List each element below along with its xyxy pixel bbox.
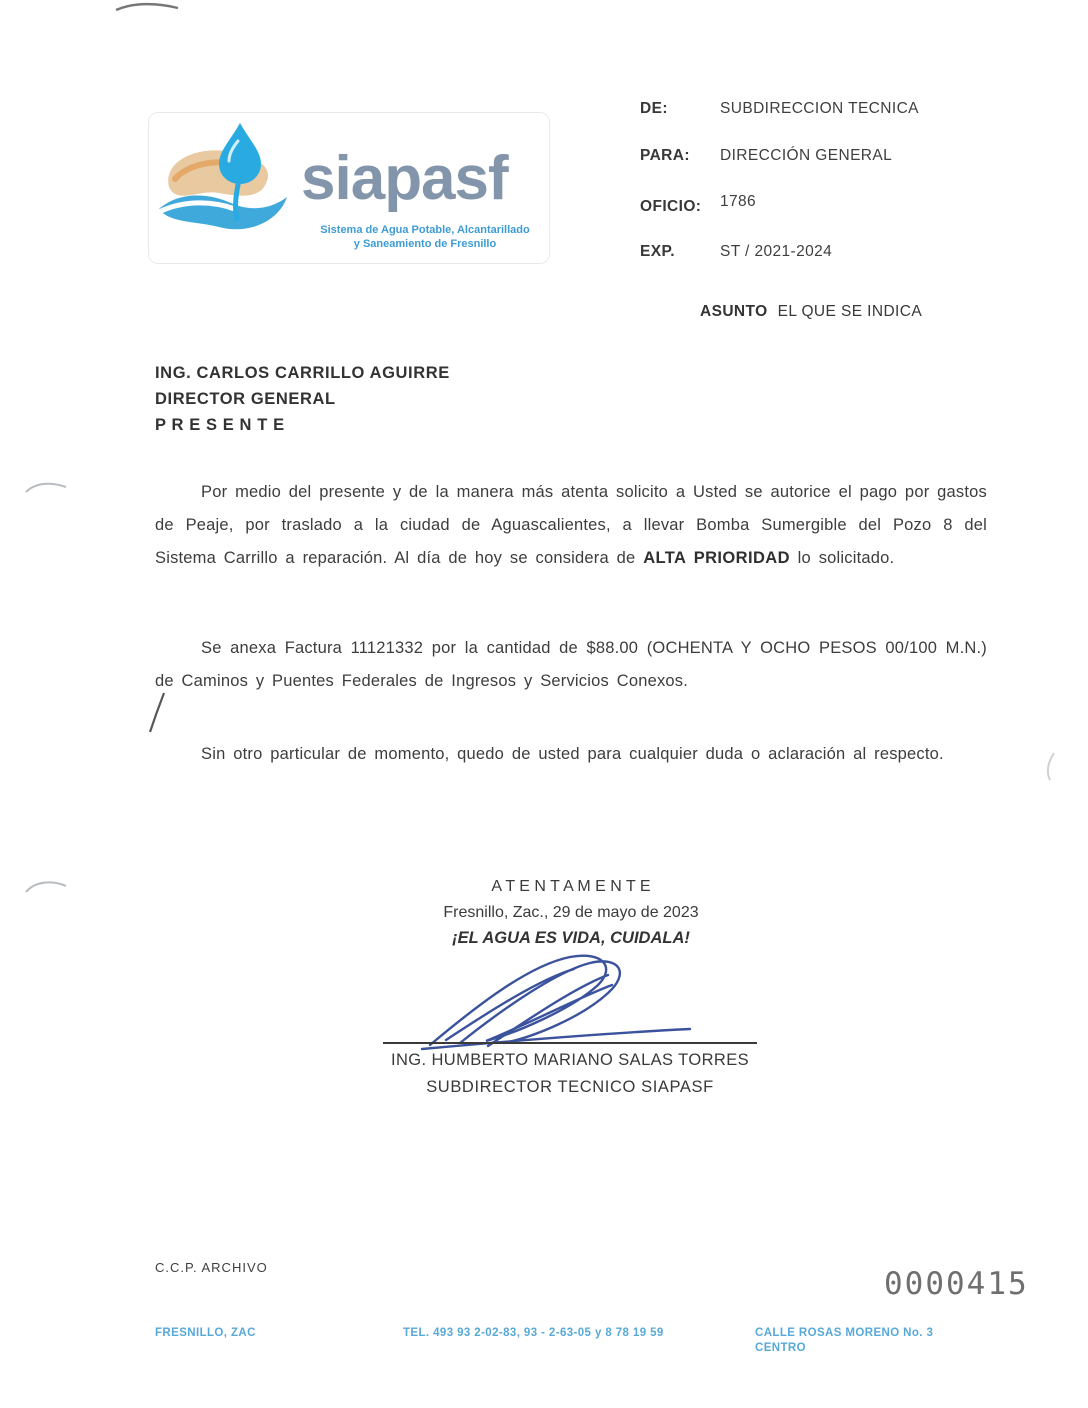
- meta-row-oficio: [640, 193, 757, 216]
- footer-address-line2: CENTRO: [755, 1342, 806, 1354]
- slogan: ¡EL AGUA ES VIDA, CUIDALA!: [452, 929, 690, 947]
- paragraph-2: Se anexa Factura 11121332 por la cantidad de $88.00 (OCHENTA Y OCHO PESOS 00/100 M.N.) de Caminos y Puentes Federales de Ingresos y Servicios Conexos.: [155, 639, 987, 690]
- ccp-line: C.C.P. ARCHIVO: [155, 1260, 268, 1275]
- meta-label-exp: EXP.: [640, 243, 675, 260]
- footer-city: FRESNILLO, ZAC: [155, 1327, 256, 1339]
- paragraph-3: Sin otro particular de momento, quedo de usted para cualquier duda o aclaración al respecto.: [201, 745, 944, 763]
- meta-value-exp: ST / 2021-2024: [720, 243, 833, 260]
- handwritten-signature: [360, 945, 780, 1053]
- signer-name: ING. HUMBERTO MARIANO SALAS TORRES: [390, 1051, 750, 1069]
- meta-value-para: DIRECCIÓN GENERAL: [720, 147, 893, 164]
- addressee-title: DIRECTOR GENERAL: [155, 390, 336, 408]
- scan-artifact-right: [1040, 750, 1062, 784]
- place-and-date: Fresnillo, Zac., 29 de mayo de 2023: [443, 904, 699, 921]
- brand-name: siapasf: [301, 144, 508, 213]
- salutation: A T E N T A M E N T E: [491, 878, 651, 895]
- paragraph-1-text: Por medio del presente y de la manera más atenta solicito a Usted se autorice el pago por gastos de Peaje, por traslado a la ciudad de Aguascalientes, a llevar Bomba Sumergible del Pozo 8 del Sistema Carrillo a reparación. Al día de hoy se considera de: [155, 483, 987, 567]
- addressee-presente: P R E S E N T E: [155, 416, 285, 434]
- signature-rule: [383, 1042, 757, 1044]
- meta-label-de: DE:: [640, 100, 668, 117]
- meta-row-para: [640, 147, 892, 165]
- scan-artifact-top-left: [112, 0, 182, 14]
- addressee-name: ING. CARLOS CARRILLO AGUIRRE: [155, 364, 450, 382]
- meta-value-de: SUBDIRECCION TECNICA: [720, 100, 919, 117]
- subject-line: [700, 303, 922, 321]
- footer-phone: TEL. 493 93 2-02-83, 93 - 2-63-05 y 8 78 19 59: [403, 1327, 664, 1339]
- letterhead: [148, 112, 550, 264]
- meta-row-de: [640, 100, 919, 118]
- logo-tagline-line2: y Saneamiento de Fresnillo: [353, 238, 497, 250]
- paragraph-1-emphasis: ALTA PRIORIDAD: [643, 549, 790, 567]
- addressee-block: [155, 360, 450, 438]
- logo-tagline: [301, 223, 549, 251]
- subject-label: ASUNTO: [700, 303, 768, 320]
- signer-title: SUBDIRECTOR TECNICO SIAPASF: [426, 1078, 714, 1096]
- meta-value-oficio: 1786: [720, 193, 757, 210]
- siapasf-water-logo-icon: [155, 121, 301, 249]
- paragraph-1-tail: lo solicitado.: [789, 549, 895, 567]
- subject-value: EL QUE SE INDICA: [777, 303, 923, 320]
- meta-row-exp: [640, 243, 832, 261]
- paragraph-1: [155, 476, 987, 575]
- logo-tagline-line1: Sistema de Agua Potable, Alcantarillado: [320, 224, 530, 236]
- folio-stamp: 0000415: [884, 1266, 1029, 1302]
- meta-label-para: PARA:: [640, 147, 690, 164]
- meta-label-oficio: OFICIO:: [640, 198, 702, 215]
- scan-artifact-left-1: [22, 478, 70, 498]
- footer-address-line1: CALLE ROSAS MORENO No. 3: [755, 1327, 934, 1339]
- scan-artifact-left-2: [22, 876, 70, 898]
